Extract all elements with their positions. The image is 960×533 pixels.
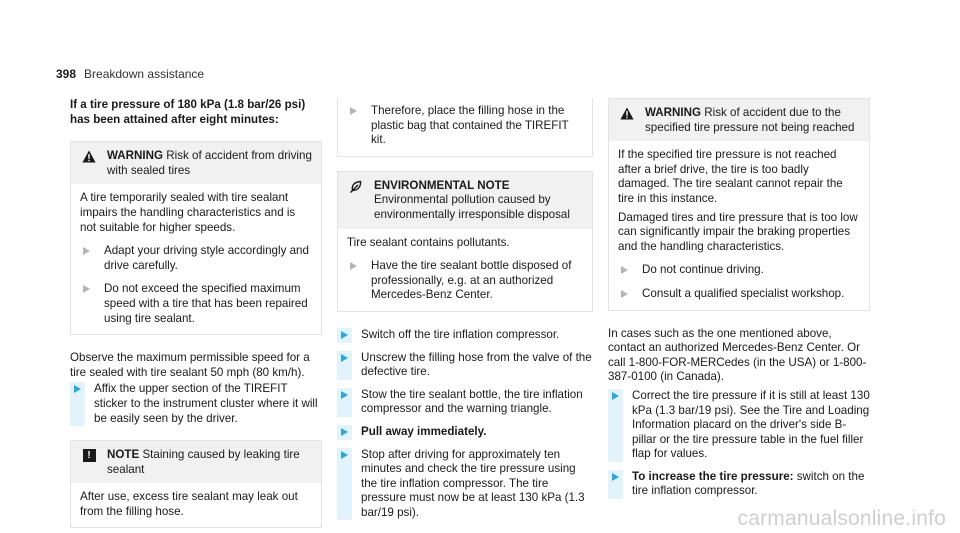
note-title: NOTE [107,448,140,462]
step-arrow-icon [83,247,90,255]
environmental-note-subtitle: Environmental pollution caused by environmentally irresponsible disposal [374,193,570,221]
exclamation-icon: ! [83,449,96,462]
note-body: After use, excess tire sealant may leak out from the filling hose. [80,490,298,518]
environmental-note-body: Tire sealant contains pollutants. [347,235,510,249]
instruction-step [70,382,322,426]
warning-box-header [609,99,869,141]
warning-box [70,141,322,335]
instruction-step-text: Pull away immediately. [361,424,487,438]
step-arrow-icon [341,391,348,399]
instruction-step-text: Affix the upper section of the TIREFIT sticker to the instrument cluster where it will be easily seen by the driver. [94,382,318,425]
instruction-step-text: Stop after driving for approximately ten minutes and check the tire pressure using the tire inflation compressor. The tire pressure must now be at least 130 kPa (1.3 bar/19 psi). [361,447,585,519]
step-arrow-icon [612,392,619,400]
step-arrow-icon [350,262,357,270]
instruction-step [337,425,593,440]
warning-step [618,263,861,278]
page-header [56,67,204,82]
warning-step-text: Do not continue driving. [642,263,764,277]
environmental-note-box [337,171,593,312]
instruction-step [608,470,870,499]
instruction-step [337,388,593,417]
step-arrow-icon [74,385,81,393]
instruction-step [337,351,593,380]
warning-subtitle: Risk of accident due to the specified tire pressure not being reached [645,106,855,134]
step-arrow-icon [83,285,90,293]
note-box [70,440,322,528]
column-3 [608,98,870,499]
warning-body: If the specified tire pressure is not reached after a brief drive, the tire is too badly damaged. The tire sealant cannot repair the tire in this instance. [618,148,843,205]
instruction-step [337,328,593,343]
environmental-step [347,259,584,303]
warning-subtitle: Risk of accident from driving with sealed tires [107,149,312,177]
step-arrow-icon [341,354,348,362]
warning-triangle-icon [82,150,96,163]
environmental-note-title: ENVIRONMENTAL NOTE [374,178,510,192]
intro-heading: If a tire pressure of 180 kPa (1.8 bar/26 psi) has been attained after eight minutes: [70,98,306,126]
warning-body: Damaged tires and tire pressure that is too low can significantly impair the braking properties and the handling characteristics. [618,210,858,253]
warning-step [80,244,313,273]
section-title: Breakdown assistance [84,67,205,81]
warning-box-header [71,142,321,184]
column-2 [337,98,593,520]
instruction-step-text: Stow the tire sealant bottle, the tire inflation compressor and the warning triangle. [361,387,583,416]
instruction-step-text [632,470,870,499]
column-1 [70,98,322,528]
instruction-step [337,448,593,521]
warning-body: A tire temporarily sealed with tire sealant impairs the handling characteristics and is not suitable for higher speeds. [80,191,296,234]
step-arrow-icon [341,331,348,339]
step-arrow-icon [612,473,619,481]
note-step [347,104,584,148]
environmental-note-header [338,172,592,229]
step-arrow-icon [341,451,348,459]
contact-paragraph: In cases such as the one mentioned above, contact an authorized Mercedes-Benz Center. Or call 1-800-FOR-MERCedes (in the USA) or 1-800-387-0100 (in Canada). [608,326,867,384]
environmental-step-text: Have the tire sealant bottle disposed of professionally, e.g. at an authorized Mercedes-Benz Center. [371,259,572,302]
increase-pressure-label: To increase the tire pressure: [632,469,794,483]
watermark: carmanualsonline.info [737,507,946,531]
speed-paragraph: Observe the maximum permissible speed for a tire sealed with tire sealant 50 mph (80 km/h). [70,351,310,379]
instruction-step [608,389,870,462]
warning-title: WARNING [107,149,164,163]
step-arrow-icon [350,107,357,115]
warning-box [608,98,870,311]
warning-step-text: Adapt your driving style accordingly and drive carefully. [104,244,309,272]
step-arrow-icon [341,428,348,436]
step-arrow-icon [621,290,628,298]
increase-pressure-text: switch on the tire inflation compressor. [632,469,865,498]
warning-triangle-icon [620,107,634,120]
instruction-step-text: Correct the tire pressure if it is still at least 130 kPa (1.3 bar/19 psi). See the Tire and Loading Information placard on the driver's side B-pillar or the tire pressure table in the fuel filler flap for values. [632,388,870,461]
note-subtitle: Staining caused by leaking tire sealant [107,448,300,476]
instruction-step-text: Switch off the tire inflation compressor. [361,327,560,341]
warning-step-text: Consult a qualified specialist workshop. [642,286,845,300]
note-box-header [71,441,321,483]
warning-step-text: Do not exceed the specified maximum speed with a tire that has been repaired using tire sealant. [104,282,308,325]
warning-title: WARNING [645,106,702,119]
note-step-text: Therefore, place the filling hose in the plastic bag that contained the TIREFIT kit. [371,104,569,147]
page-number: 398 [56,67,77,81]
leaf-icon [349,180,363,194]
warning-step [618,287,861,302]
continued-note-box [337,98,593,157]
instruction-step-text: Unscrew the filling hose from the valve of the defective tire. [361,350,592,379]
warning-step [80,282,313,326]
step-arrow-icon [621,266,628,274]
